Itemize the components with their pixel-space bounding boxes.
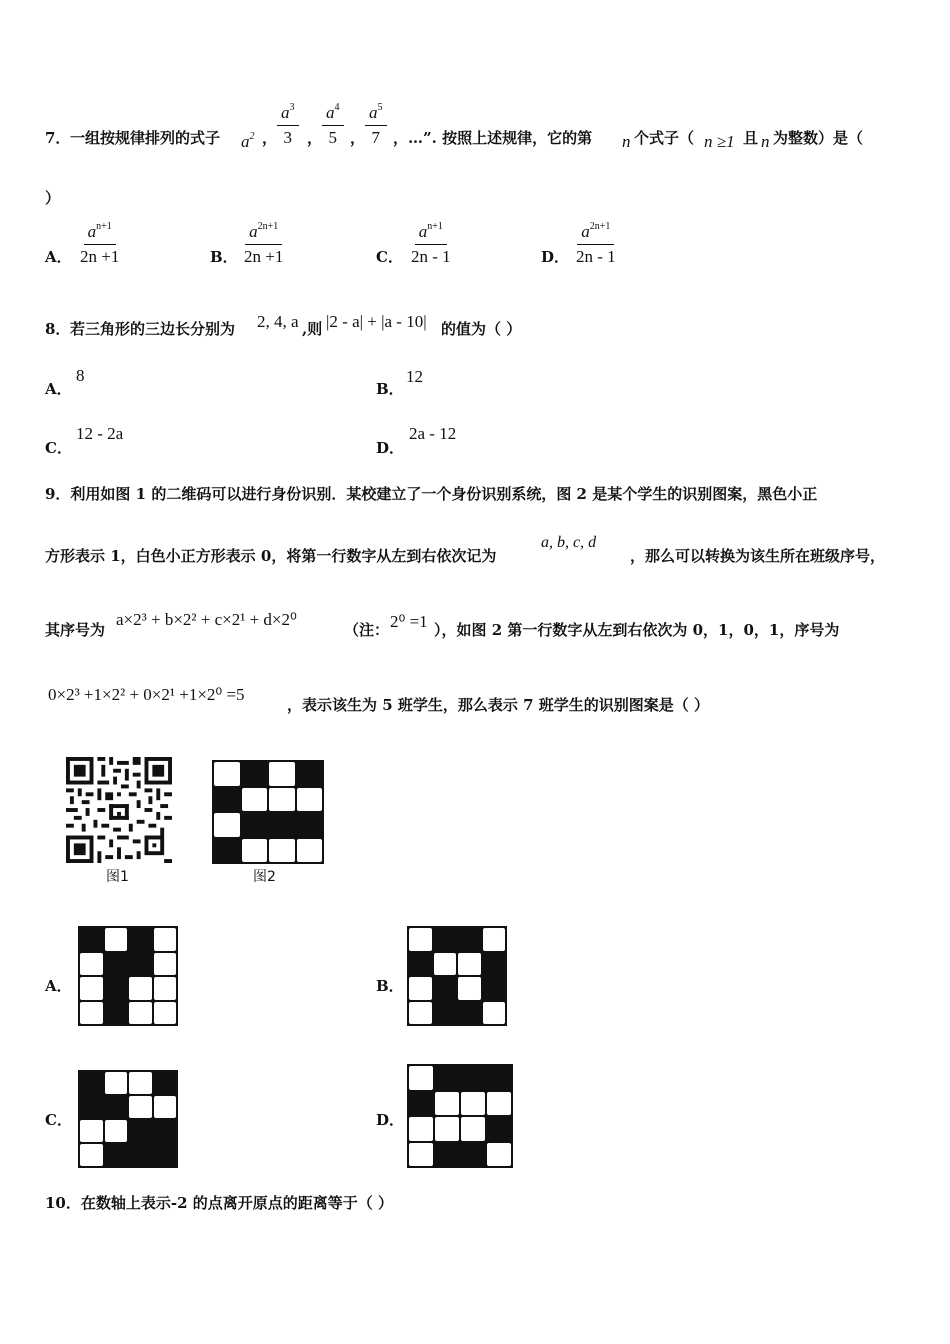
fig2-cell-black xyxy=(297,813,323,837)
option-cell-black xyxy=(129,1120,152,1142)
option-cell-white xyxy=(80,1002,103,1025)
option-cell-black xyxy=(154,1120,177,1142)
option-cell-white xyxy=(461,1092,485,1116)
q8-option-a: 8 xyxy=(76,366,85,385)
option-cell-white xyxy=(105,928,128,951)
option-cell-white xyxy=(105,1072,128,1094)
q8-stem: ,则 xyxy=(302,320,323,338)
option-cell-black xyxy=(487,1066,511,1090)
q7-option-c-label: C． xyxy=(376,248,403,266)
q7-var-n: n xyxy=(761,132,770,151)
option-cell-black xyxy=(105,1096,128,1118)
q8-option-b-label: B． xyxy=(376,380,404,398)
q7-term1: $a^2$ xyxy=(241,131,255,151)
q9-option-a-label: A． xyxy=(45,977,72,995)
option-cell-black xyxy=(105,977,128,1000)
q7-stem: ，…”. 按照上述规律，它的第 xyxy=(393,129,593,147)
option-cell-white xyxy=(129,1002,152,1025)
q7-close-paren: ） xyxy=(45,189,61,207)
q8-option-b: 12 xyxy=(406,367,423,386)
option-cell-black xyxy=(434,928,457,951)
q9-option-c-grid xyxy=(78,1070,178,1168)
option-cell-black xyxy=(461,1066,485,1090)
option-cell-white xyxy=(409,1066,433,1090)
option-cell-black xyxy=(458,1002,481,1025)
option-cell-black xyxy=(409,1092,433,1116)
option-cell-white xyxy=(483,1002,506,1025)
fig2-cell-white xyxy=(214,813,240,837)
q7-frac-1: $\frac{a^3}{3}$ xyxy=(277,103,299,148)
q8-number: 8． xyxy=(45,320,71,338)
q7-sep: ， xyxy=(350,129,366,147)
q7-option-b-label: B． xyxy=(210,248,238,266)
option-cell-white xyxy=(435,1092,459,1116)
fig2-cell-black xyxy=(214,788,240,812)
fig2-cell-black xyxy=(297,762,323,786)
q8-option-d: 2a - 12 xyxy=(409,424,457,443)
option-cell-white xyxy=(409,1143,433,1167)
fig2-cell-white xyxy=(214,762,240,786)
q9-variables: a, b, c, d xyxy=(541,534,597,551)
q10-stem: 10．在数轴上表示-2 的点离开原点的距离等于（ ） xyxy=(45,1194,393,1212)
option-cell-white xyxy=(409,1117,433,1141)
option-cell-white xyxy=(80,1144,103,1166)
q9-option-d-label: D． xyxy=(376,1111,405,1129)
option-cell-white xyxy=(80,977,103,1000)
q7-option-b: $\frac{a^{2n+1}}{2n +1}$ xyxy=(244,221,284,266)
option-cell-white xyxy=(483,928,506,951)
option-cell-black xyxy=(129,953,152,976)
q8-option-d-label: D． xyxy=(376,439,405,457)
option-cell-white xyxy=(129,977,152,1000)
option-cell-white xyxy=(129,1096,152,1118)
option-cell-white xyxy=(154,977,177,1000)
option-cell-black xyxy=(129,1144,152,1166)
fig2-cell-white xyxy=(297,839,323,863)
option-cell-white xyxy=(458,977,481,1000)
fig2-cell-white xyxy=(269,762,295,786)
q9-line-2b: ，那么可以转换为该生所在班级序号， xyxy=(630,547,886,565)
option-cell-black xyxy=(435,1143,459,1167)
q9-line-4: ，表示该生为 5 班学生，那么表示 7 班学生的识别图案是（ ） xyxy=(287,696,709,714)
fig2-cell-white xyxy=(269,839,295,863)
option-cell-white xyxy=(409,1002,432,1025)
option-cell-white xyxy=(409,977,432,1000)
q9-option-d-grid xyxy=(407,1064,513,1168)
option-cell-black xyxy=(461,1143,485,1167)
q7-stem: 个式子（ xyxy=(634,129,695,147)
option-cell-white xyxy=(487,1092,511,1116)
option-cell-black xyxy=(154,1144,177,1166)
q9-line-3b: ），如图 2 第一行数字从左到右依次为 0，1，0，1，序号为 xyxy=(434,621,840,639)
q8-option-a-label: A． xyxy=(45,380,72,398)
fig2-cell-white xyxy=(242,839,268,863)
q9-formula: a×2³ + b×2² + c×2¹ + d×2⁰ xyxy=(116,610,297,629)
fig1-caption: 图1 xyxy=(106,869,129,885)
option-cell-black xyxy=(105,1144,128,1166)
q9-line-1: 9．利用如图 1 的二维码可以进行身份识别．某校建立了一个身份识别系统，图 2 是某个学生的识别图案，黑色小正 xyxy=(45,485,818,503)
option-cell-white xyxy=(80,1120,103,1142)
option-cell-black xyxy=(483,977,506,1000)
option-cell-black xyxy=(80,1072,103,1094)
q9-option-b-label: B． xyxy=(376,977,404,995)
option-cell-white xyxy=(461,1117,485,1141)
option-cell-white xyxy=(154,953,177,976)
option-cell-white xyxy=(435,1117,459,1141)
option-cell-white xyxy=(154,1002,177,1025)
fig2-cell-black xyxy=(242,813,268,837)
fig2-cell-black xyxy=(214,839,240,863)
q7-frac-2: $\frac{a^4}{5}$ xyxy=(322,103,344,148)
option-cell-black xyxy=(458,928,481,951)
option-cell-black xyxy=(80,1096,103,1118)
q8-stem: 若三角形的三边长分别为 xyxy=(70,320,236,338)
option-cell-white xyxy=(105,1120,128,1142)
q9-line-3: 其序号为 xyxy=(45,621,106,639)
option-cell-black xyxy=(435,1066,459,1090)
option-cell-black xyxy=(483,953,506,976)
option-cell-white xyxy=(434,953,457,976)
fig2-pattern-grid xyxy=(212,760,324,864)
fig2-cell-white xyxy=(297,788,323,812)
q7-option-a: $\frac{a^{n+1}}{2n +1}$ xyxy=(80,221,120,266)
q7-option-d: $\frac{a^{2n+1}}{2n - 1}$ xyxy=(576,221,616,266)
fig2-cell-white xyxy=(242,788,268,812)
q7-condition: n ≥1 xyxy=(704,132,735,151)
q7-sep: ， xyxy=(262,129,278,147)
option-cell-black xyxy=(105,953,128,976)
option-cell-black xyxy=(409,953,432,976)
option-cell-white xyxy=(129,1072,152,1094)
q8-sides: 2, 4, a xyxy=(257,312,299,331)
option-cell-white xyxy=(80,953,103,976)
option-cell-black xyxy=(487,1117,511,1141)
q9-example: 0×2³ +1×2² + 0×2¹ +1×2⁰ =5 xyxy=(48,685,245,704)
q9-line-2: 方形表示 1，白色小正方形表示 0，将第一行数字从左到右依次记为 xyxy=(45,547,497,565)
q8-stem: 的值为（ ） xyxy=(441,320,522,338)
q7-option-c: $\frac{a^{n+1}}{2n - 1}$ xyxy=(411,221,451,266)
option-cell-black xyxy=(154,1072,177,1094)
option-cell-white xyxy=(458,953,481,976)
q8-option-c-label: C． xyxy=(45,439,72,457)
q7-stem: 为整数）是（ xyxy=(773,129,864,147)
q9-option-b-grid xyxy=(407,926,507,1026)
q7-sep: ， xyxy=(307,129,323,147)
option-cell-black xyxy=(434,1002,457,1025)
fig2-cell-white xyxy=(269,788,295,812)
q7-var-n: n xyxy=(622,132,631,151)
fig2-caption: 图2 xyxy=(253,869,276,885)
q7-number: 7． xyxy=(45,129,71,147)
qr-code-image xyxy=(65,757,173,863)
q9-note-expr: 2⁰ =1 xyxy=(390,612,428,631)
option-cell-black xyxy=(105,1002,128,1025)
option-cell-black xyxy=(434,977,457,1000)
fig2-cell-black xyxy=(242,762,268,786)
q9-option-a-grid xyxy=(78,926,178,1026)
option-cell-black xyxy=(80,928,103,951)
q7-option-a-label: A． xyxy=(45,248,72,266)
q8-expression: |2 - a| + |a - 10| xyxy=(326,312,427,331)
option-cell-white xyxy=(154,1096,177,1118)
option-cell-white xyxy=(487,1143,511,1167)
q9-option-c-label: C． xyxy=(45,1111,72,1129)
q8-option-c: 12 - 2a xyxy=(76,424,124,443)
fig2-cell-black xyxy=(269,813,295,837)
q7-stem: 且 xyxy=(743,129,759,147)
option-cell-black xyxy=(129,928,152,951)
option-cell-white xyxy=(154,928,177,951)
q7-option-d-label: D． xyxy=(541,248,570,266)
q7-frac-3: $\frac{a^5}{7}$ xyxy=(365,103,387,148)
q9-note-open: （注： xyxy=(344,621,390,639)
q7-stem: 一组按规律排列的式子 xyxy=(70,129,221,147)
option-cell-white xyxy=(409,928,432,951)
